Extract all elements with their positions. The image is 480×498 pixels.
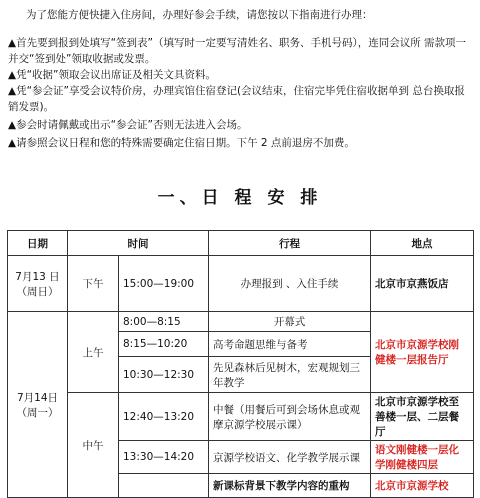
header-time: 时间 [68,231,209,256]
time-cell: 12:40—13:20 [119,393,209,441]
intro-line-5: ▲请参照会议日程和您的特殊需要确定住宿日期。下午 2 点前退房不加费。 [8,137,355,149]
activity-cell: 办理报到 、入住手续 [209,256,371,312]
location-cell: 北京市京源学校 [371,474,474,498]
activity-cell: 开幕式 [209,312,371,332]
time-cell: 8:00—8:15 [119,312,209,332]
section-heading: 一、日 程 安 排 [157,188,323,208]
activity-cell: 先见森林后见树木，宏观规划三年教学 [209,357,371,393]
time-cell: 10:30—12:30 [119,357,209,393]
intro-line-4: ▲参会时请佩戴或出示“参会证”否则无法进入会场。 [8,119,248,131]
table-header-row [8,231,474,256]
time-cell: 15:00—19:00 [119,256,209,312]
intro-line-2: ▲凭“收据”领取会议出席证及相关文具资料。 [8,69,216,81]
intro-line-3: ▲凭“参会证”享受会议特价房，办理宾馆住宿登记(会议结束，住宿完毕凭住宿收据单到 总台换取报销发票)。 [8,85,465,113]
date-cell: 7月13 日（周日） [8,256,68,312]
table-row [8,256,474,312]
period-cell: 中午 [68,393,119,498]
activity-cell: 高考命题思维与备考 [209,332,371,357]
header-activity: 行程 [209,231,371,256]
location-cell: 北京市京源学校刚健楼一层报告厅 [371,312,474,393]
activity-cell: 新课标背景下教学内容的重构 [209,474,371,498]
date-cell: 7月14日（周一） [8,312,68,498]
location-cell: 语文刚健楼一层化学刚健楼四层 [371,441,474,474]
activity-cell: 中餐（用餐后可到会场休息或观摩京源学校展示课） [209,393,371,441]
activity-cell: 京源学校语文、化学教学展示课 [209,441,371,474]
time-cell [119,474,209,498]
table-row [8,312,474,332]
location-cell: 北京市京源学校至善楼一层、二层餐厅 [371,393,474,441]
header-location: 地点 [371,231,474,256]
table-row [8,393,474,441]
period-cell: 上午 [68,312,119,393]
intro-line-1: ▲首先要到报到处填写“签到表”（填写时一定要写清姓名、职务、手机号码），连同会议所 需款项一并交“签到处”领取收据或发票。 [8,37,467,65]
location-cell: 北京市京燕饭店 [371,256,474,312]
time-cell: 13:30—14:20 [119,441,209,474]
schedule-table [7,230,474,498]
time-cell: 8:15—10:20 [119,332,209,357]
intro-line-0: 为了您能方便快捷入住房间，办理好参会手续，请您按以下指南进行办理： [26,9,373,21]
period-cell: 下午 [68,256,119,312]
header-date: 日期 [8,231,68,256]
